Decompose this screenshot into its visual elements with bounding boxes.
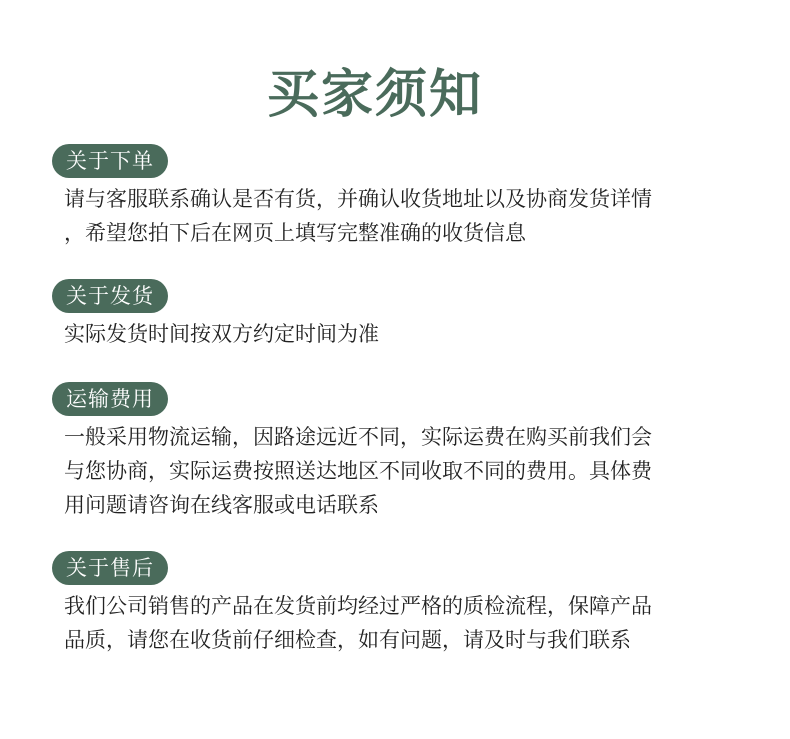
section-text-ordering: 请与客服联系确认是否有货，并确认收货地址以及协商发货详情 ，希望您拍下后在网页上填写完整准确的收货信息	[64, 187, 652, 245]
section-label-freight: 运输费用	[52, 382, 168, 416]
section-text-shipping: 实际发货时间按双方约定时间为准	[64, 322, 379, 346]
section-label-ordering: 关于下单	[52, 144, 168, 178]
section-shipping	[52, 279, 752, 351]
page-title: 买家须知	[266, 65, 483, 125]
section-text-after-sales: 我们公司销售的产品在发货前均经过严格的质检流程，保障产品 品质，请您在收货前仔细检查，如有问题，请及时与我们联系	[64, 594, 652, 652]
section-label-shipping: 关于发货	[52, 279, 168, 313]
section-after-sales	[52, 551, 752, 657]
section-label-after-sales: 关于售后	[52, 551, 168, 585]
section-text-freight: 一般采用物流运输，因路途远近不同，实际运费在购买前我们会 与您协商，实际运费按照送达地区不同收取不同的费用。具体费 用问题请咨询在线客服或电话联系	[64, 425, 652, 517]
section-freight	[52, 382, 752, 522]
section-ordering	[52, 144, 752, 250]
